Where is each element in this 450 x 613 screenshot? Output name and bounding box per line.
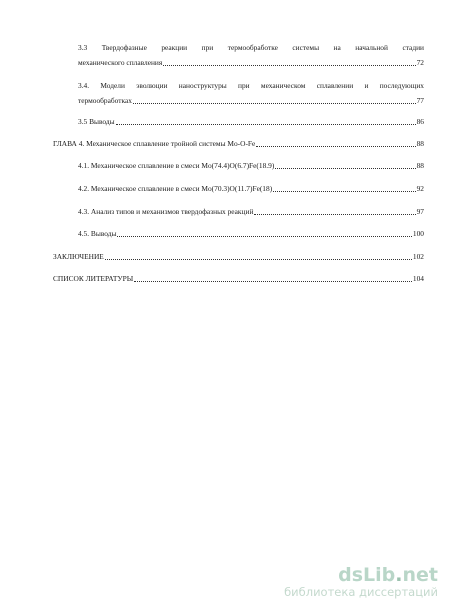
toc-leader-dots <box>254 214 415 215</box>
toc-leader-dots <box>256 146 415 147</box>
toc-entry-text: 3.4. Модели эволюции наноструктуры при механическом сплавлении и последующих <box>78 81 424 90</box>
dslib-watermark <box>284 565 438 599</box>
toc-leader-dots <box>134 281 412 282</box>
toc-entry-text: 4.2. Механическое сплавление в смеси Mo(70.3)O(11.7)Fe(18) <box>78 184 273 193</box>
toc-entry <box>78 81 424 106</box>
toc-leader-dots <box>116 124 416 125</box>
toc-page-number: 88 <box>416 161 424 170</box>
toc-entry-text: ГЛАВА 4. Механическое сплавление тройной системы Mo-O-Fe <box>53 139 256 148</box>
toc-entry-text: СПИСОК ЛИТЕРАТУРЫ <box>53 274 134 283</box>
toc-entry <box>53 139 424 149</box>
toc-page-number: 102 <box>412 252 424 261</box>
toc-entry-text: 3.5 Выводы <box>78 117 115 126</box>
toc-entry-text: ЗАКЛЮЧЕНИЕ <box>53 252 104 261</box>
toc-entry <box>78 117 424 127</box>
toc-page-number: 100 <box>412 229 424 238</box>
toc-entry-text: термообработках <box>78 96 132 105</box>
dslib-subtitle: библиотека диссертаций <box>284 585 438 599</box>
toc-entry <box>53 252 424 262</box>
toc-leader-dots <box>273 191 415 192</box>
toc-leader-dots <box>133 103 416 104</box>
toc-leader-dots <box>117 236 411 237</box>
toc-leader-dots <box>105 259 412 260</box>
dslib-logo: dsLib.net <box>338 564 438 586</box>
toc-page-number: 72 <box>416 58 424 67</box>
toc-page-number: 77 <box>416 96 424 105</box>
toc-leader-dots <box>163 65 415 66</box>
toc-entry <box>78 184 424 194</box>
toc-entry-text: механического сплавления <box>78 58 163 67</box>
toc-page-number: 97 <box>416 207 424 216</box>
toc-leader-dots <box>275 168 415 169</box>
toc-page-number: 86 <box>416 117 424 126</box>
toc-entry <box>78 207 424 217</box>
toc-entry-text: 4.5. Выводы <box>78 229 117 238</box>
toc-page-number: 92 <box>416 184 424 193</box>
toc-entry-text: 3.3 Твердофазные реакции при термообработке системы на начальной стадии <box>78 43 424 52</box>
toc-page-number: 104 <box>412 274 424 283</box>
toc-entry <box>78 161 424 171</box>
toc-entry-text: 4.3. Анализ типов и механизмов твердофазных реакций <box>78 207 254 216</box>
toc-entry <box>78 43 424 68</box>
toc-entry-text: 4.1. Механическое сплавление в смеси Mo(74.4)O(6.7)Fe(18.9) <box>78 161 275 170</box>
toc-page-number: 88 <box>416 139 424 148</box>
toc-entry <box>78 229 424 239</box>
toc-entry <box>53 274 424 284</box>
